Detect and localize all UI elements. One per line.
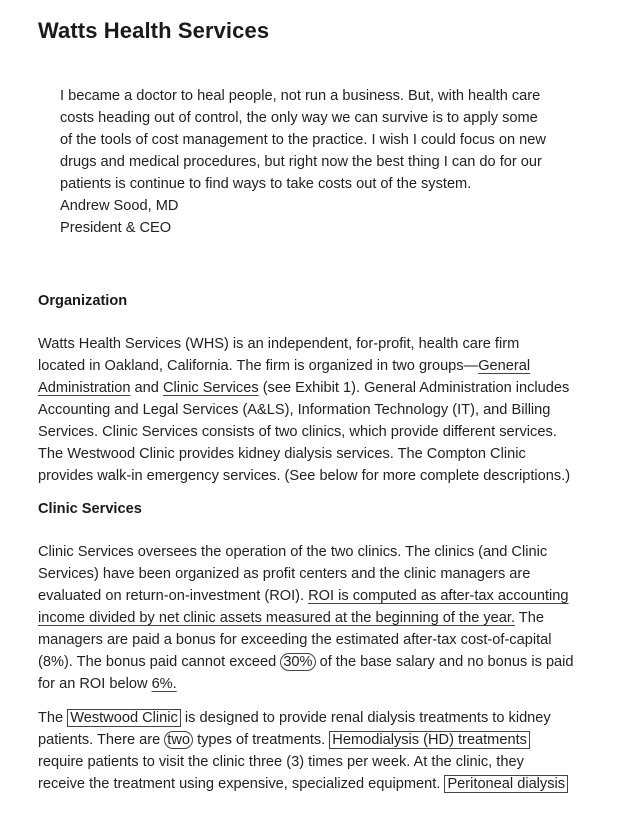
text-line: Services. Clinic Services consists of two clinics, which provide different services. [38,424,557,440]
quote-signature [60,195,620,239]
text-line: The Westwood Clinic provides kidney dialysis services. The Compton Clinic [38,446,526,462]
quote-author: Andrew Sood, MD [60,198,179,214]
clinic-services-paragraph [38,541,623,695]
box-annotation: Hemodialysis (HD) treatments [329,731,530,749]
text-line: receive the treatment using expensive, specialized equipment. Peritoneal dialysis [38,773,623,795]
quote-line: costs heading out of control, the only way we can survive is to apply some [60,110,538,126]
text-line: (8%). The bonus paid cannot exceed 30% of the base salary and no bonus is paid [38,654,574,670]
text-line: for an ROI below 6%. [38,676,177,692]
ceo-quote [60,85,620,239]
text-line: patients. There are two types of treatments. Hemodialysis (HD) treatments [38,729,623,751]
text-line: Watts Health Services (WHS) is an independent, for-profit, health care firm [38,336,520,352]
circle-annotation: 30% [280,653,315,671]
westwood-paragraph [38,707,623,795]
page-title: Watts Health Services [38,18,270,43]
text-line: The Westwood Clinic is designed to provide renal dialysis treatments to kidney [38,710,551,726]
text-line: income divided by net clinic assets measured at the beginning of the year. The [38,610,544,626]
underline-annotation: 6%. [151,676,177,692]
underline-annotation: income divided by net clinic assets measured at the beginning of the year. [38,610,516,626]
quote-line: I became a doctor to heal people, not run a business. But, with health care [60,88,541,104]
box-annotation: Westwood Clinic [67,709,181,727]
text-line: provides walk-in emergency services. (See below for more complete descriptions.) [38,468,571,484]
quote-line: patients is continue to find ways to take costs out of the system. [60,176,472,192]
text-line: Accounting and Legal Services (A&LS), Information Technology (IT), and Billing [38,402,551,418]
underline-annotation: Clinic Services [162,380,259,396]
underline-annotation: General [478,358,531,374]
text-line: managers are paid a bonus for exceeding the estimated after-tax cost-of-capital [38,632,552,648]
text-line: evaluated on return-on-investment (ROI). ROI is computed as after-tax accounting [38,588,569,604]
box-annotation: Peritoneal dialysis [444,775,568,793]
text-line: require patients to visit the clinic three (3) times per week. At the clinic, they [38,754,524,770]
text-line: Services) have been organized as profit centers and the clinic managers are [38,566,531,582]
text-line: Administration and Clinic Services (see Exhibit 1). General Administration includes [38,380,570,396]
quote-line: of the tools of cost management to the practice. I wish I could focus on new [60,132,546,148]
section-heading-clinic-services: Clinic Services [38,501,142,517]
section-heading-organization: Organization [38,293,128,309]
text-line: located in Oakland, California. The firm is organized in two groups—General [38,358,531,374]
organization-paragraph [38,333,623,487]
text-line: Clinic Services oversees the operation of the two clinics. The clinics (and Clinic [38,544,548,560]
quote-line: drugs and medical procedures, but right now the best thing I can do for our [60,154,542,170]
underline-annotation: ROI is computed as after-tax accounting [308,588,569,604]
quote-role: President & CEO [60,220,172,236]
circle-annotation: two [164,731,193,749]
underline-annotation: Administration [38,380,131,396]
